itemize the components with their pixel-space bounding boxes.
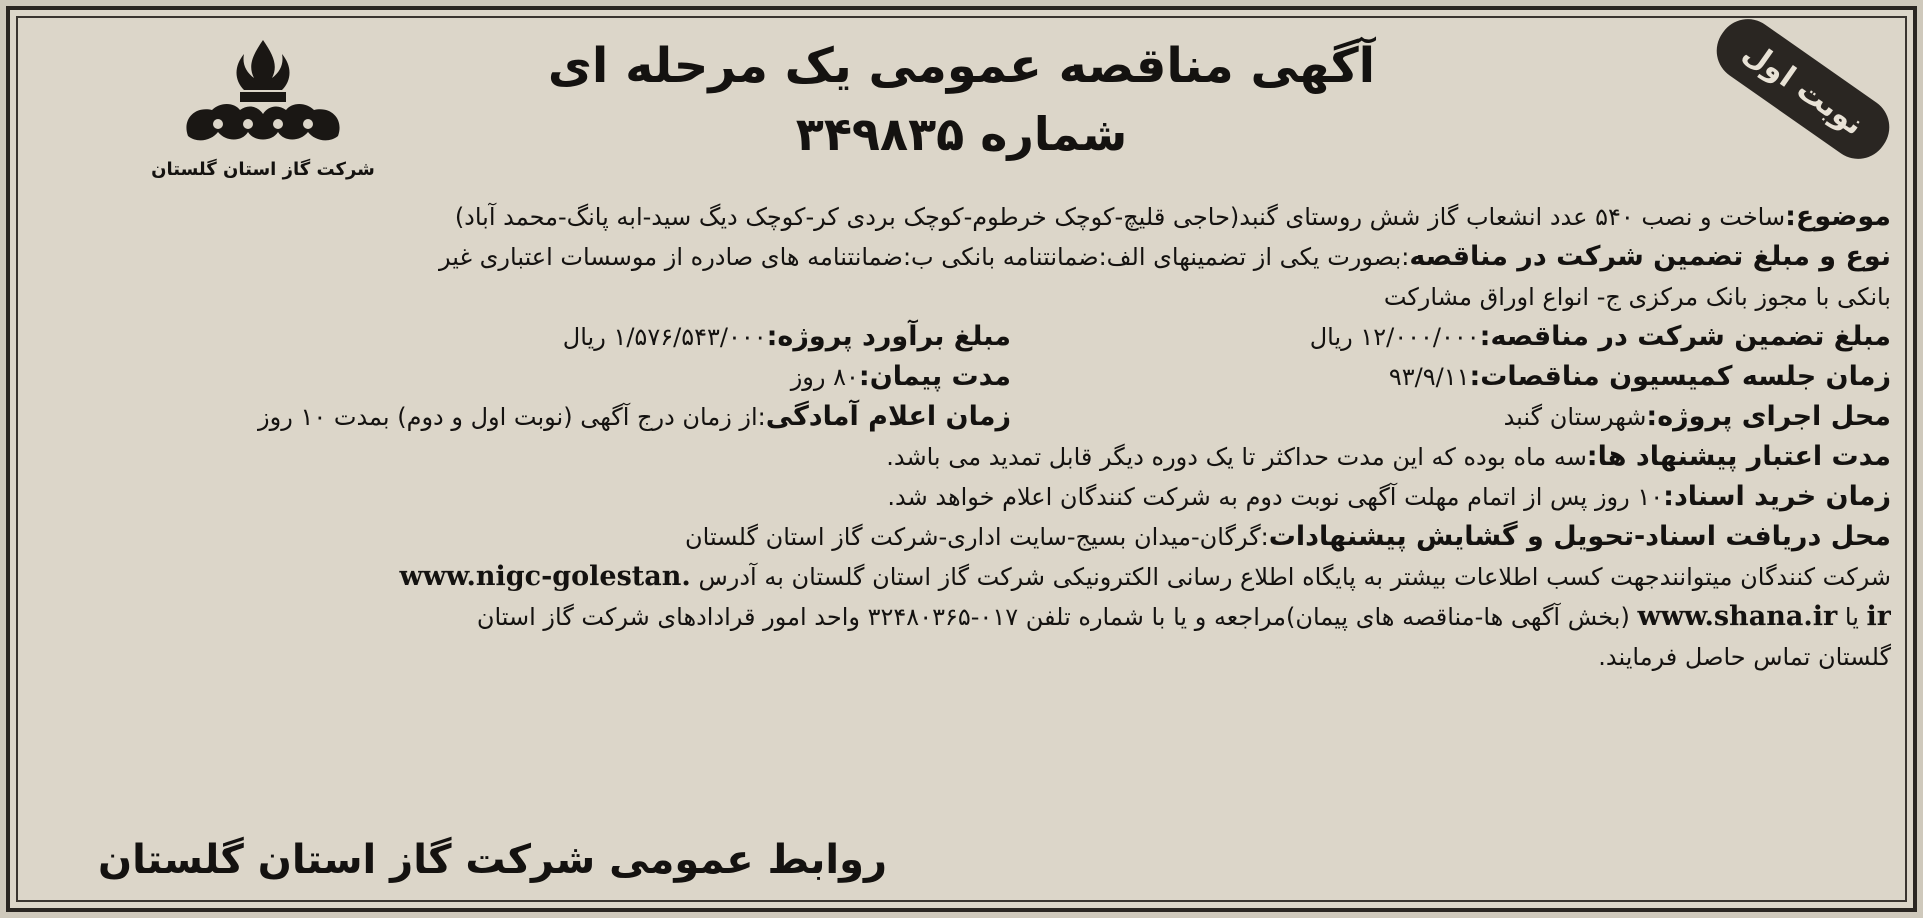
commission-row	[32, 358, 1891, 398]
ad-title: آگهی مناقصه عمومی یک مرحله ای	[547, 38, 1376, 94]
info-line-2: ir یا www.shana.ir (بخش آگهی ها-مناقصه های پیمان)مراجعه و یا با شماره تلفن ۰۱۷-۳۲۴۸۰۳۶۵ واحد امور قرادادهای شرکت گاز استان	[476, 601, 1891, 632]
tender-number: شماره ۳۴۹۸۳۵	[795, 107, 1128, 161]
guarantee-type-text-2: بانکی با مجوز بانک مرکزی ج- انواع اوراق مشارکت	[1383, 283, 1891, 311]
guarantee-type-line	[32, 238, 1891, 278]
project-estimate: مبلغ برآورد پروژه:۱/۵۷۶/۵۴۳/۰۰۰ ریال	[562, 321, 1011, 352]
commission-date: زمان جلسه کمیسیون مناقصات:۹۳/۹/۱۱	[1388, 361, 1891, 392]
guarantee-type-label: نوع و مبلغ تضمین شرکت در مناقصه	[1409, 241, 1891, 272]
guarantee-type-line-2	[32, 278, 1891, 318]
guarantee-amount: مبلغ تضمین شرکت در مناقصه:۱۲/۰۰۰/۰۰۰ ریال	[1309, 321, 1891, 352]
round-badge: نوبت اول	[1705, 7, 1901, 170]
validity-line: مدت اعتبار پیشنهاد ها:سه ماه بوده که این مدت حداکثر تا یک دوره دیگر قابل تمدید می باشد.	[886, 441, 1891, 472]
tender-advertisement	[6, 6, 1917, 912]
company-logo	[128, 36, 398, 206]
location-row	[32, 398, 1891, 438]
subject-line	[32, 198, 1891, 238]
project-location: محل اجرای پروژه:شهرستان گنبد	[1503, 401, 1891, 432]
nigc-url-part1[interactable]: www.nigc-golestan.	[399, 561, 691, 592]
info-line-1: شرکت کنندگان میتوانندجهت کسب اطلاعات بیشتر به پایگاه اطلاع رسانی الکترونیکی شرکت گاز استان گلستان به آدرس www.nigc-golestan.	[399, 561, 1891, 592]
purchase-line: زمان خرید اسناد:۱۰ روز پس از اتمام مهلت آگهی نوبت دوم به شرکت کنندگان اعلام خواهد شد.	[887, 481, 1891, 512]
readiness-period: زمان اعلام آمادگی:از زمان درج آگهی (نوبت اول و دوم) بمدت ۱۰ روز	[258, 401, 1011, 432]
shana-url[interactable]: www.shana.ir	[1637, 601, 1838, 632]
info-line-3: گلستان تماس حاصل فرمایند.	[1598, 643, 1891, 671]
ad-header	[18, 26, 1905, 201]
gas-flame-logo-icon	[168, 36, 358, 156]
subject-label: موضوع:	[1785, 201, 1891, 232]
ad-frame	[16, 16, 1907, 902]
guarantee-type-text: :بصورت یکی از تضمینهای الف:ضمانتنامه بانکی ب:ضمانتنامه های صادره از موسسات اعتباری غیر	[438, 243, 1410, 271]
contract-duration: مدت پیمان:۸۰ روز	[790, 361, 1011, 392]
delivery-line: محل دریافت اسناد-تحویل و گشایش پیشنهادات:گرگان-میدان بسیج-سایت اداری-شرکت گاز استان گلستان	[685, 521, 1891, 552]
ad-body	[32, 198, 1891, 678]
logo-caption: شرکت گاز استان گلستان	[151, 159, 375, 180]
footer-signature: روابط عمومی شرکت گاز استان گلستان	[98, 837, 887, 883]
amount-row	[32, 318, 1891, 358]
subject-text: ساخت و نصب ۵۴۰ عدد انشعاب گاز شش روستای گنبد(حاجی قلیچ-کوچک خرطوم-کوچک بردی کر-کوچک دیگ سید-ابه پانگ-محمد آباد)	[454, 203, 1786, 231]
nigc-url-part2[interactable]: ir	[1866, 601, 1891, 632]
